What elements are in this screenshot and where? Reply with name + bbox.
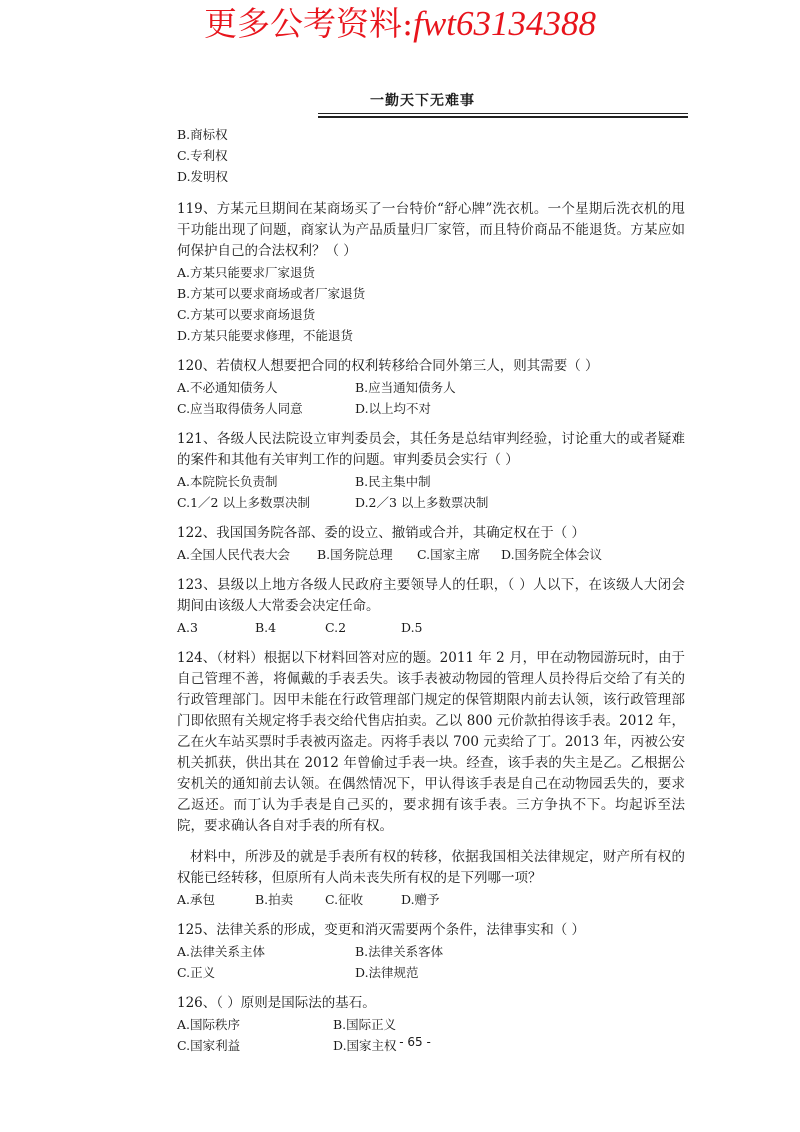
question-123 [177, 575, 685, 638]
option: D.发明权 [177, 169, 229, 184]
option: B.4 [255, 620, 277, 635]
option: A.方某只能要求厂家退货 [177, 265, 316, 280]
option: D.2／3 以上多数票决制 [355, 495, 489, 510]
document-body [177, 124, 685, 1056]
promo-banner [0, 2, 800, 46]
option: D.国务院全体会议 [501, 547, 603, 562]
option: D.方某只能要求修理，不能退货 [177, 328, 354, 343]
header-rule [318, 113, 688, 114]
option: B.民主集中制 [355, 474, 431, 489]
question-stem: 121、各级人民法院设立审判委员会，其任务是总结审判经验，讨论重大的或者疑难的案件和其他有关审判工作的问题。审判委员会实行（ ） [177, 431, 685, 468]
option: B.拍卖 [255, 892, 294, 907]
header-rule-thick [318, 116, 688, 118]
option: B.方某可以要求商场或者厂家退货 [177, 286, 366, 301]
page-number: - 65 - [399, 1035, 431, 1049]
option: D.5 [401, 620, 423, 635]
option: D.赠予 [401, 892, 440, 907]
option-row [177, 377, 685, 398]
prev-question-options [177, 124, 685, 187]
option-row [177, 544, 685, 565]
option: C.应当取得债务人同意 [177, 401, 303, 416]
question-121 [177, 429, 685, 513]
option: A.承包 [177, 892, 216, 907]
question-stem: 材料中，所涉及的就是手表所有权的转移，依据我国相关法律规定，财产所有权的权能已经转移，但原所有人尚未丧失所有权的是下列哪一项？ [177, 849, 685, 886]
option-row [177, 941, 685, 962]
option: D.法律规范 [355, 965, 419, 980]
question-stem: 120、若债权人想要把合同的权利转移给合同外第三人，则其需要（ ） [177, 358, 599, 374]
option-row [177, 398, 685, 419]
question-stem: 126、（ ）原则是国际法的基石。 [177, 995, 376, 1011]
option: C.专利权 [177, 148, 228, 163]
option: B.国务院总理 [317, 547, 393, 562]
question-119 [177, 199, 685, 346]
banner-contact: fwt63134388 [413, 4, 596, 43]
option: A.本院院长负责制 [177, 474, 278, 489]
option: C.方某可以要求商场退货 [177, 307, 316, 322]
option: C.正义 [177, 965, 216, 980]
option: C.2 [325, 620, 347, 635]
option: B.应当通知债务人 [355, 380, 456, 395]
question-124 [177, 648, 685, 910]
question-125 [177, 920, 685, 983]
option: C.1／2 以上多数票决制 [177, 495, 310, 510]
option: A.不必通知债务人 [177, 380, 278, 395]
question-122 [177, 523, 685, 565]
header-motto: 一勤天下无难事 [370, 93, 475, 109]
question-stem: 125、法律关系的形成，变更和消灭需要两个条件，法律事实和（ ） [177, 922, 586, 938]
option: A.法律关系主体 [177, 944, 266, 959]
option-row [177, 889, 685, 910]
option: A.国际秩序 [177, 1017, 241, 1032]
option-row [177, 492, 685, 513]
option: B.国际正义 [333, 1017, 397, 1032]
option: A.全国人民代表大会 [177, 547, 291, 562]
option: D.以上均不对 [355, 401, 432, 416]
option-row [177, 617, 685, 638]
option: B.法律关系客体 [355, 944, 444, 959]
option: C.国家利益 [177, 1038, 241, 1053]
option: B.商标权 [177, 127, 228, 142]
option: C.国家主席 [417, 547, 481, 562]
option: D.国家主权 [333, 1038, 397, 1053]
option: C.征收 [325, 892, 364, 907]
question-stem: 122、我国国务院各部、委的设立、撤销或合并，其确定权在于（ ） [177, 525, 586, 541]
option: A.3 [177, 620, 198, 635]
option-row [177, 471, 685, 492]
question-120 [177, 356, 685, 419]
option-row [177, 962, 685, 983]
option-row [177, 1014, 685, 1035]
question-material: 124、（材料）根据以下材料回答对应的题。2011 年 2 月，甲在动物园游玩时，由于自己管理不善，将佩戴的手表丢失。该手表被动物园的管理人员拎得后交给了有关的行政管理部门。因甲未能在行政管理部门规定的保管期限内前去认领，该行政管理部门即依照有关规定将手表交给代售店拍卖。乙以 800 元价款拍得该手表。2012 年，乙在火车站买票时手表被丙盗走。丙将手表以 700 元卖给了丁。2013 年，丙被公安机关抓获，供出其在 2012 年曾偷过手表一块。经查，该手表的失主是乙。乙根据公安机关的通知前去认领。在偶然情况下，甲认得该手表是自己在动物园丢失的，要求乙返还。而丁认为手表是自己买的，要求拥有该手表。三方争执不下。均起诉至法院，要求确认各自对手表的所有权。 [177, 650, 685, 834]
question-stem: 123、县级以上地方各级人民政府主要领导人的任职，（ ）人以下，在该级人大闭会期间由该级人大常委会决定任命。 [177, 577, 685, 614]
question-stem: 119、方某元旦期间在某商场买了一台特价“舒心牌”洗衣机。一个星期后洗衣机的甩干功能出现了问题，商家认为产品质量归厂家管，而且特价商品不能退货。方某应如何保护自己的合法权利？（ ） [177, 201, 685, 259]
banner-cn: 更多公考资料: [204, 4, 414, 43]
